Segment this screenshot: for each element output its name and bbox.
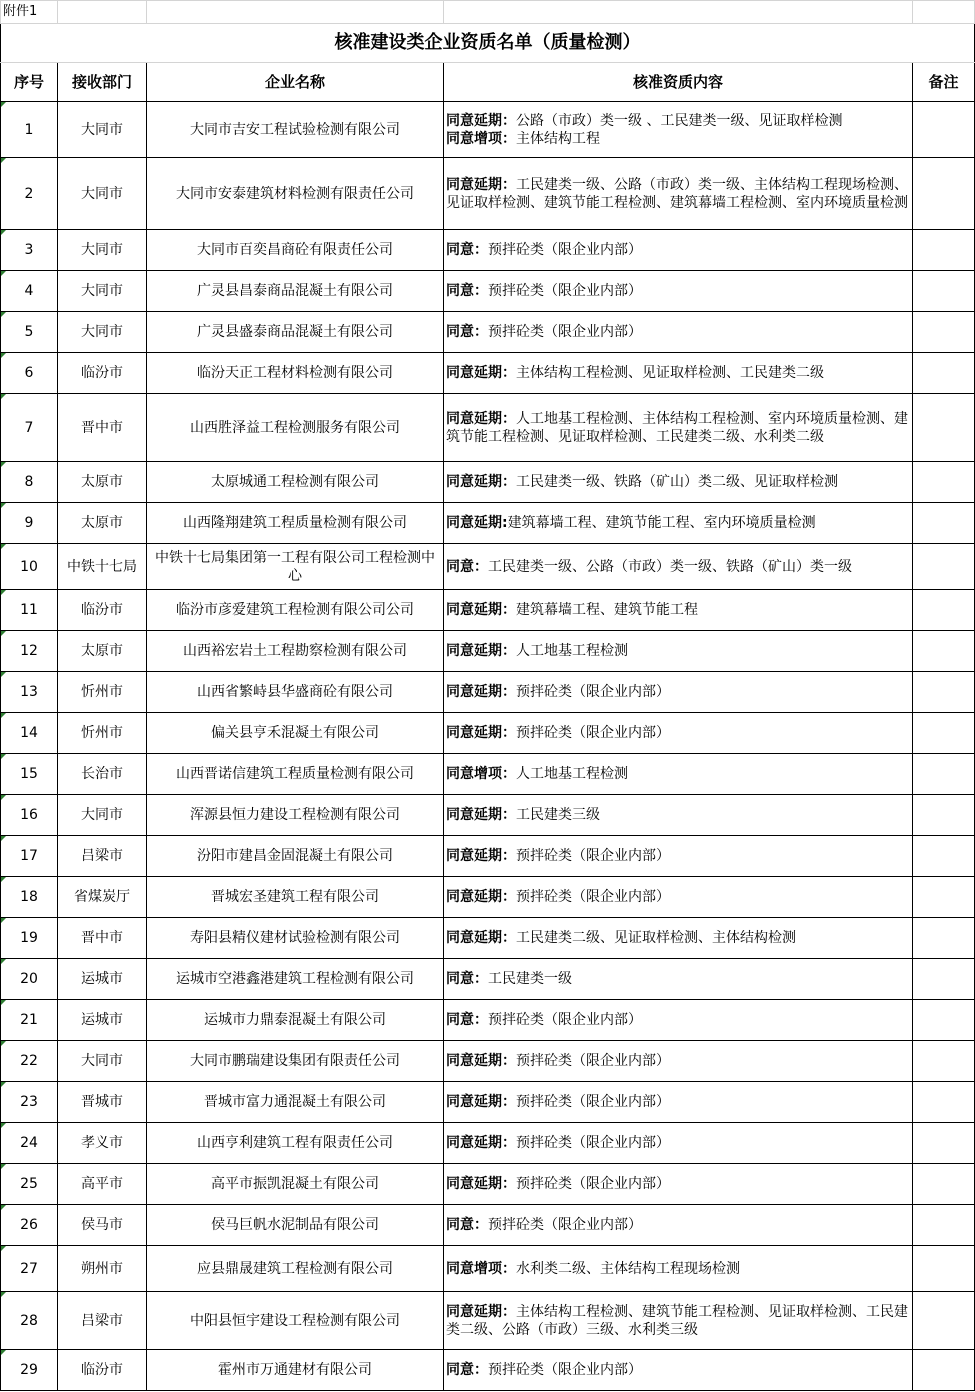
cell-dept[interactable]: 长治市 bbox=[58, 754, 147, 795]
cell-dept[interactable]: 中铁十七局 bbox=[58, 544, 147, 590]
header-company[interactable]: 企业名称 bbox=[147, 63, 444, 102]
content-label: 同意延期： bbox=[446, 1135, 516, 1151]
cell-seq[interactable]: 8 bbox=[1, 462, 58, 503]
cell-dept[interactable]: 大同市 bbox=[58, 102, 147, 158]
cell-dept[interactable]: 大同市 bbox=[58, 271, 147, 312]
cell-seq[interactable]: 22 bbox=[1, 1041, 58, 1082]
content-label: 同意： bbox=[446, 1362, 488, 1378]
cell-content[interactable] bbox=[444, 158, 913, 230]
content-label: 同意延期： bbox=[446, 1053, 516, 1069]
content-line bbox=[446, 1093, 910, 1111]
table-row bbox=[1, 1164, 975, 1205]
content-line bbox=[446, 724, 910, 742]
content-line bbox=[446, 323, 910, 341]
table-row bbox=[1, 503, 975, 544]
sheet-title[interactable]: 核准建设类企业资质名单（质量检测） bbox=[1, 24, 975, 63]
content-label: 同意： bbox=[446, 283, 488, 299]
table-row bbox=[1, 754, 975, 795]
cell-content[interactable] bbox=[444, 1205, 913, 1246]
content-text: 预拌砼类（限企业内部） bbox=[516, 725, 670, 741]
header-row bbox=[1, 63, 975, 102]
cell-seq[interactable]: 3 bbox=[1, 230, 58, 271]
content-line bbox=[446, 1175, 910, 1193]
cell-dept[interactable]: 孝义市 bbox=[58, 1123, 147, 1164]
cell-seq[interactable]: 23 bbox=[1, 1082, 58, 1123]
cell-remark[interactable] bbox=[913, 353, 975, 394]
cell-dept[interactable]: 吕梁市 bbox=[58, 836, 147, 877]
cell-remark[interactable] bbox=[913, 754, 975, 795]
content-label: 同意延期： bbox=[446, 889, 516, 905]
cell-content[interactable] bbox=[444, 836, 913, 877]
content-line bbox=[446, 1011, 910, 1029]
cell-company[interactable]: 大同市吉安工程试验检测有限公司 bbox=[147, 102, 444, 158]
cell-remark[interactable] bbox=[913, 102, 975, 158]
cell-company[interactable]: 寿阳县精仪建材试验检测有限公司 bbox=[147, 918, 444, 959]
content-line bbox=[446, 970, 910, 988]
cell-seq[interactable]: 28 bbox=[1, 1292, 58, 1350]
content-line bbox=[446, 1052, 910, 1070]
cell-dept[interactable]: 临汾市 bbox=[58, 1350, 147, 1391]
content-text: 预拌砼类（限企业内部） bbox=[516, 889, 670, 905]
cell-dept[interactable]: 高平市 bbox=[58, 1164, 147, 1205]
cell-seq[interactable]: 19 bbox=[1, 918, 58, 959]
content-line bbox=[446, 130, 910, 148]
cell-content[interactable] bbox=[444, 959, 913, 1000]
content-line bbox=[446, 282, 910, 300]
content-text: 预拌砼类（限企业内部） bbox=[488, 324, 642, 340]
cell-remark[interactable] bbox=[913, 1000, 975, 1041]
content-text: 预拌砼类（限企业内部） bbox=[516, 1094, 670, 1110]
cell-content[interactable] bbox=[444, 1123, 913, 1164]
cell-seq[interactable]: 2 bbox=[1, 158, 58, 230]
cell-seq[interactable]: 16 bbox=[1, 795, 58, 836]
cell-seq[interactable]: 13 bbox=[1, 672, 58, 713]
cell-dept[interactable]: 太原市 bbox=[58, 631, 147, 672]
cell-company[interactable]: 大同市鹏瑞建设集团有限责任公司 bbox=[147, 1041, 444, 1082]
cell-remark[interactable] bbox=[913, 394, 975, 462]
content-text: 建筑幕墙工程、建筑节能工程 bbox=[516, 602, 698, 618]
content-text: 主体结构工程 bbox=[516, 130, 600, 147]
cell-company[interactable]: 汾阳市建昌金固混凝土有限公司 bbox=[147, 836, 444, 877]
content-text: 预拌砼类（限企业内部） bbox=[488, 1217, 642, 1233]
content-label: 同意延期： bbox=[446, 930, 516, 946]
cell-dept[interactable]: 吕梁市 bbox=[58, 1292, 147, 1350]
cell-content[interactable] bbox=[444, 672, 913, 713]
table-row bbox=[1, 312, 975, 353]
cell-remark[interactable] bbox=[913, 503, 975, 544]
cell-remark[interactable] bbox=[913, 1041, 975, 1082]
table-row bbox=[1, 271, 975, 312]
content-line bbox=[446, 683, 910, 701]
content-line bbox=[446, 176, 910, 212]
cell-dept[interactable]: 侯马市 bbox=[58, 1205, 147, 1246]
cell-company[interactable]: 广灵县昌泰商品混凝土有限公司 bbox=[147, 271, 444, 312]
content-label: 同意延期： bbox=[446, 807, 516, 823]
table-row bbox=[1, 959, 975, 1000]
cell-remark[interactable] bbox=[913, 877, 975, 918]
cell-seq[interactable]: 21 bbox=[1, 1000, 58, 1041]
content-label: 同意延期： bbox=[446, 684, 516, 700]
table-row bbox=[1, 1246, 975, 1292]
content-line bbox=[446, 601, 910, 619]
cell-remark[interactable] bbox=[913, 836, 975, 877]
content-label: 同意延期： bbox=[446, 474, 516, 490]
content-line bbox=[446, 1361, 910, 1379]
content-text: 预拌砼类（限企业内部） bbox=[516, 684, 670, 700]
content-text: 预拌砼类（限企业内部） bbox=[516, 848, 670, 864]
cell-content[interactable] bbox=[444, 462, 913, 503]
cell-content[interactable] bbox=[444, 102, 913, 158]
cell-content[interactable] bbox=[444, 271, 913, 312]
content-text: 工民建类二级、见证取样检测、主体结构检测 bbox=[516, 930, 796, 946]
content-text: 水利类二级、主体结构工程现场检测 bbox=[516, 1260, 740, 1277]
cell-remark[interactable] bbox=[913, 631, 975, 672]
content-label: 同意： bbox=[446, 1217, 488, 1233]
cell-dept[interactable]: 临汾市 bbox=[58, 590, 147, 631]
table-row bbox=[1, 544, 975, 590]
table-row bbox=[1, 631, 975, 672]
cell-dept[interactable]: 朔州市 bbox=[58, 1246, 147, 1292]
cell-remark[interactable] bbox=[913, 230, 975, 271]
content-text: 工民建类一级、公路（市政）类一级、主体结构工程现场检测、见证取样检测、建筑节能工程检测、建筑幕墙工程检测、室内环境质量检测 bbox=[446, 176, 908, 211]
content-text: 预拌砼类（限企业内部） bbox=[516, 1135, 670, 1151]
cell-seq[interactable]: 12 bbox=[1, 631, 58, 672]
table-row bbox=[1, 1205, 975, 1246]
cell-company[interactable]: 浑源县恒力建设工程检测有限公司 bbox=[147, 795, 444, 836]
content-label: 同意延期： bbox=[446, 410, 516, 427]
table-row bbox=[1, 353, 975, 394]
cell-seq[interactable]: 11 bbox=[1, 590, 58, 631]
cell-seq[interactable]: 6 bbox=[1, 353, 58, 394]
content-text: 预拌砼类（限企业内部） bbox=[488, 283, 642, 299]
cell-seq[interactable]: 1 bbox=[1, 102, 58, 158]
content-label: 同意延期： bbox=[446, 365, 516, 381]
cell-dept[interactable]: 省煤炭厅 bbox=[58, 877, 147, 918]
table-row bbox=[1, 918, 975, 959]
content-text: 主体结构工程检测、见证取样检测、工民建类二级 bbox=[516, 365, 824, 381]
content-line bbox=[446, 765, 910, 783]
cell-dept[interactable]: 运城市 bbox=[58, 959, 147, 1000]
cell-remark[interactable] bbox=[913, 158, 975, 230]
content-line bbox=[446, 410, 910, 446]
header-remark[interactable]: 备注 bbox=[913, 63, 975, 102]
content-label: 同意延期： bbox=[446, 1176, 516, 1192]
cell-company[interactable]: 山西亨利建筑工程有限责任公司 bbox=[147, 1123, 444, 1164]
table-row bbox=[1, 836, 975, 877]
cell-content[interactable] bbox=[444, 312, 913, 353]
content-line bbox=[446, 112, 910, 130]
content-text: 工民建类三级 bbox=[516, 807, 600, 823]
content-label: 同意： bbox=[446, 1012, 488, 1028]
cell-content[interactable] bbox=[444, 1350, 913, 1391]
cell-dept[interactable]: 太原市 bbox=[58, 462, 147, 503]
table-row bbox=[1, 462, 975, 503]
cell-company[interactable]: 运城市力鼎泰混凝土有限公司 bbox=[147, 1000, 444, 1041]
table-row bbox=[1, 877, 975, 918]
title-row bbox=[1, 24, 975, 63]
content-label: 同意延期： bbox=[446, 1303, 516, 1320]
content-label: 同意延期： bbox=[446, 112, 516, 129]
cell-content[interactable] bbox=[444, 754, 913, 795]
content-text: 公路（市政）类一级 、工民建类一级、见证取样检测 bbox=[516, 112, 843, 129]
content-line bbox=[446, 1303, 910, 1339]
table-row bbox=[1, 158, 975, 230]
content-label: 同意： bbox=[446, 558, 488, 575]
cell-remark[interactable] bbox=[913, 312, 975, 353]
cell-company[interactable]: 晋城宏圣建筑工程有限公司 bbox=[147, 877, 444, 918]
cell-company[interactable]: 中铁十七局集团第一工程有限公司工程检测中心 bbox=[147, 544, 444, 590]
cell-seq[interactable]: 14 bbox=[1, 713, 58, 754]
cell-content[interactable] bbox=[444, 1164, 913, 1205]
cell-company[interactable]: 山西胜泽益工程检测服务有限公司 bbox=[147, 394, 444, 462]
cell-dept[interactable]: 大同市 bbox=[58, 312, 147, 353]
cell-seq[interactable]: 24 bbox=[1, 1123, 58, 1164]
cell-content[interactable] bbox=[444, 394, 913, 462]
cell-seq[interactable]: 26 bbox=[1, 1205, 58, 1246]
table-row bbox=[1, 102, 975, 158]
content-text: 预拌砼类（限企业内部） bbox=[488, 242, 642, 258]
content-line bbox=[446, 929, 910, 947]
cell-dept[interactable]: 大同市 bbox=[58, 795, 147, 836]
cell-remark[interactable] bbox=[913, 271, 975, 312]
cell-company[interactable]: 广灵县盛泰商品混凝土有限公司 bbox=[147, 312, 444, 353]
cell-seq[interactable]: 4 bbox=[1, 271, 58, 312]
content-text: 预拌砼类（限企业内部） bbox=[516, 1176, 670, 1192]
table-row bbox=[1, 230, 975, 271]
attachment-label[interactable]: 附件1 bbox=[1, 1, 58, 24]
cell-seq[interactable]: 9 bbox=[1, 503, 58, 544]
cell-remark[interactable] bbox=[913, 590, 975, 631]
content-line bbox=[446, 1134, 910, 1152]
table-row bbox=[1, 1123, 975, 1164]
content-label: 同意： bbox=[446, 324, 488, 340]
cell-content[interactable] bbox=[444, 544, 913, 590]
cell-seq[interactable]: 15 bbox=[1, 754, 58, 795]
content-line bbox=[446, 558, 910, 576]
cell-content[interactable] bbox=[444, 1246, 913, 1292]
content-line bbox=[446, 806, 910, 824]
cell-seq[interactable]: 7 bbox=[1, 394, 58, 462]
table-row bbox=[1, 590, 975, 631]
cell-remark[interactable] bbox=[913, 462, 975, 503]
attachment-row bbox=[1, 1, 975, 24]
content-text: 预拌砼类（限企业内部） bbox=[488, 1012, 642, 1028]
content-line bbox=[446, 888, 910, 906]
cell-company[interactable]: 中阳县恒宇建设工程检测有限公司 bbox=[147, 1292, 444, 1350]
cell-dept[interactable]: 大同市 bbox=[58, 230, 147, 271]
cell-company[interactable]: 高平市振凯混凝土有限公司 bbox=[147, 1164, 444, 1205]
content-label: 同意增项： bbox=[446, 766, 516, 782]
cell-remark[interactable] bbox=[913, 959, 975, 1000]
cell-content[interactable] bbox=[444, 713, 913, 754]
table-row bbox=[1, 1350, 975, 1391]
cell-company[interactable]: 山西晋诺信建筑工程质量检测有限公司 bbox=[147, 754, 444, 795]
content-label: 同意延期： bbox=[446, 1094, 516, 1110]
cell-content[interactable] bbox=[444, 1041, 913, 1082]
content-text: 预拌砼类（限企业内部） bbox=[516, 1053, 670, 1069]
content-text: 人工地基工程检测、主体结构工程检测、室内环境质量检测、建筑节能工程检测、见证取样检测、工民建类二级、水利类二级 bbox=[446, 410, 908, 445]
content-line bbox=[446, 642, 910, 660]
cell-company[interactable]: 大同市安泰建筑材料检测有限责任公司 bbox=[147, 158, 444, 230]
cell-company[interactable]: 运城市空港鑫港建筑工程检测有限公司 bbox=[147, 959, 444, 1000]
cell-company[interactable]: 临汾天正工程材料检测有限公司 bbox=[147, 353, 444, 394]
cell-content[interactable] bbox=[444, 1292, 913, 1350]
cell-seq[interactable]: 17 bbox=[1, 836, 58, 877]
cell-seq[interactable]: 29 bbox=[1, 1350, 58, 1391]
cell-company[interactable]: 山西裕宏岩土工程勘察检测有限公司 bbox=[147, 631, 444, 672]
cell-company[interactable]: 太原城通工程检测有限公司 bbox=[147, 462, 444, 503]
cell-company[interactable]: 应县鼎晟建筑工程检测有限公司 bbox=[147, 1246, 444, 1292]
cell-remark[interactable] bbox=[913, 795, 975, 836]
cell-company[interactable]: 晋城市富力通混凝土有限公司 bbox=[147, 1082, 444, 1123]
content-label: 同意延期: bbox=[446, 515, 508, 531]
content-label: 同意延期： bbox=[446, 176, 516, 193]
content-line bbox=[446, 514, 910, 532]
cell-content[interactable] bbox=[444, 795, 913, 836]
cell-content[interactable] bbox=[444, 1082, 913, 1123]
cell-content[interactable] bbox=[444, 1000, 913, 1041]
cell-dept[interactable]: 大同市 bbox=[58, 1041, 147, 1082]
cell-remark[interactable] bbox=[913, 1123, 975, 1164]
content-label: 同意延期： bbox=[446, 848, 516, 864]
cell-content[interactable] bbox=[444, 503, 913, 544]
content-line bbox=[446, 1216, 910, 1234]
cell-seq[interactable]: 18 bbox=[1, 877, 58, 918]
content-line bbox=[446, 364, 910, 382]
content-text: 工民建类一级 bbox=[488, 971, 572, 987]
cell-remark[interactable] bbox=[913, 1292, 975, 1350]
cell-content[interactable] bbox=[444, 877, 913, 918]
cell-remark[interactable] bbox=[913, 1082, 975, 1123]
content-text: 工民建类一级、铁路（矿山）类二级、见证取样检测 bbox=[516, 474, 838, 490]
content-text: 人工地基工程检测 bbox=[516, 766, 628, 782]
cell-remark[interactable] bbox=[913, 1164, 975, 1205]
cell-company[interactable]: 大同市百奕昌商砼有限责任公司 bbox=[147, 230, 444, 271]
cell-dept[interactable]: 太原市 bbox=[58, 503, 147, 544]
content-text: 建筑幕墙工程、建筑节能工程、室内环境质量检测 bbox=[507, 515, 816, 531]
cell-remark[interactable] bbox=[913, 1350, 975, 1391]
cell-company[interactable]: 侯马巨帆水泥制品有限公司 bbox=[147, 1205, 444, 1246]
cell-seq[interactable]: 27 bbox=[1, 1246, 58, 1292]
content-line bbox=[446, 473, 910, 491]
table-row bbox=[1, 713, 975, 754]
content-label: 同意增项： bbox=[446, 130, 516, 147]
content-text: 人工地基工程检测 bbox=[516, 643, 628, 659]
table-row bbox=[1, 1292, 975, 1350]
cell-company[interactable]: 山西省繁峙县华盛商砼有限公司 bbox=[147, 672, 444, 713]
content-text: 主体结构工程检测、建筑节能工程检测、见证取样检测、工民建类二级、公路（市政）三级、水利类三级 bbox=[446, 1303, 908, 1338]
cell-seq[interactable]: 20 bbox=[1, 959, 58, 1000]
content-label: 同意： bbox=[446, 242, 488, 258]
cell-seq[interactable]: 5 bbox=[1, 312, 58, 353]
content-line bbox=[446, 1260, 910, 1278]
cell-dept[interactable]: 晋中市 bbox=[58, 394, 147, 462]
cell-remark[interactable] bbox=[913, 672, 975, 713]
cell-dept[interactable]: 晋城市 bbox=[58, 1082, 147, 1123]
content-line bbox=[446, 847, 910, 865]
header-seq[interactable]: 序号 bbox=[1, 63, 58, 102]
cell-remark[interactable] bbox=[913, 1246, 975, 1292]
table-row bbox=[1, 1082, 975, 1123]
cell-dept[interactable]: 运城市 bbox=[58, 1000, 147, 1041]
cell-seq[interactable]: 25 bbox=[1, 1164, 58, 1205]
cell-content[interactable] bbox=[444, 230, 913, 271]
content-label: 同意增项： bbox=[446, 1260, 516, 1277]
cell-content[interactable] bbox=[444, 631, 913, 672]
cell-remark[interactable] bbox=[913, 918, 975, 959]
content-label: 同意延期： bbox=[446, 725, 516, 741]
cell-remark[interactable] bbox=[913, 713, 975, 754]
table-row bbox=[1, 795, 975, 836]
header-dept[interactable]: 接收部门 bbox=[58, 63, 147, 102]
table-row bbox=[1, 1041, 975, 1082]
table-row bbox=[1, 672, 975, 713]
table-row bbox=[1, 1000, 975, 1041]
cell-company[interactable]: 山西隆翔建筑工程质量检测有限公司 bbox=[147, 503, 444, 544]
cell-dept[interactable]: 临汾市 bbox=[58, 353, 147, 394]
content-label: 同意延期： bbox=[446, 643, 516, 659]
content-line bbox=[446, 241, 910, 259]
cell-content[interactable] bbox=[444, 918, 913, 959]
cell-content[interactable] bbox=[444, 353, 913, 394]
content-label: 同意延期： bbox=[446, 602, 516, 618]
cell-content[interactable] bbox=[444, 590, 913, 631]
cell-dept[interactable]: 忻州市 bbox=[58, 713, 147, 754]
header-content[interactable]: 核准资质内容 bbox=[444, 63, 913, 102]
content-label: 同意： bbox=[446, 971, 488, 987]
cell-dept[interactable]: 晋中市 bbox=[58, 918, 147, 959]
cell-seq[interactable]: 10 bbox=[1, 544, 58, 590]
cell-company[interactable]: 临汾市彦爱建筑工程检测有限公司公司 bbox=[147, 590, 444, 631]
cell-dept[interactable]: 忻州市 bbox=[58, 672, 147, 713]
table-row bbox=[1, 394, 975, 462]
content-text: 工民建类一级、公路（市政）类一级、铁路（矿山）类一级 bbox=[488, 558, 852, 575]
content-text: 预拌砼类（限企业内部） bbox=[488, 1362, 642, 1378]
cell-company[interactable]: 霍州市万通建材有限公司 bbox=[147, 1350, 444, 1391]
cell-dept[interactable]: 大同市 bbox=[58, 158, 147, 230]
cell-remark[interactable] bbox=[913, 1205, 975, 1246]
cell-remark[interactable] bbox=[913, 544, 975, 590]
cell-company[interactable]: 偏关县亨禾混凝土有限公司 bbox=[147, 713, 444, 754]
